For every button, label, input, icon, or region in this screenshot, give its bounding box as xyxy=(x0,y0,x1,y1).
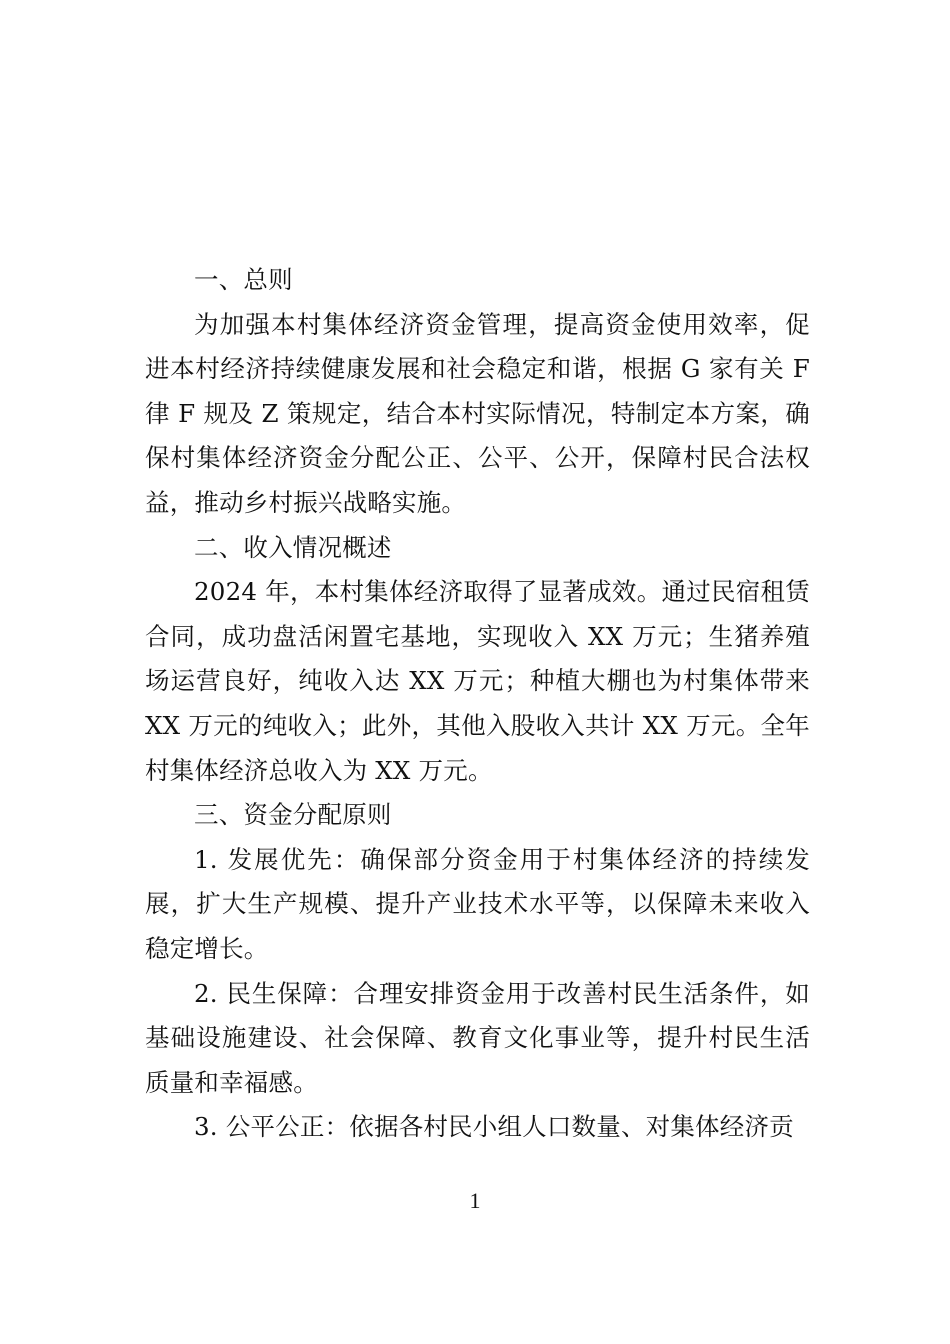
paragraph-income-overview: 2024 年，本村集体经济取得了显著成效。通过民宿租赁合同，成功盘活闲置宅基地，实现收入 XX 万元；生猪养殖场运营良好，纯收入达 XX 万元；种植大棚也为村集体带来 XX 万元的纯收入；此外，其他入股收入共计 XX 万元。全年村集体经济总收入为 XX 万元。 xyxy=(145,577,810,785)
paragraph-general-purpose: 为加强本村集体经济资金管理，提高资金使用效率，促进本村经济持续健康发展和社会稳定和谐，根据 G 家有关 F 律 F 规及 Z 策规定，结合本村实际情况，特制定本方案，确保村集体经济资金分配公正、公平、公开，保障村民合法权益，推动乡村振兴战略实施。 xyxy=(145,309,810,517)
document-body xyxy=(145,258,810,1150)
section-heading-general: 一、总则 xyxy=(194,265,293,294)
section-heading-income-overview: 二、收入情况概述 xyxy=(194,532,392,562)
paragraph-principle-livelihood: 2. 民生保障：合理安排资金用于改善村民生活条件，如基础设施建设、社会保障、教育文化事业等，提升村民生活质量和幸福感。 xyxy=(145,978,810,1097)
paragraph-principle-fairness: 3. 公平公正：依据各村民小组人口数量、对集体经济贡 xyxy=(194,1112,794,1142)
page-number: 1 xyxy=(469,1188,481,1213)
section-heading-allocation-principles: 三、资金分配原则 xyxy=(194,800,392,830)
paragraph-principle-development: 1. 发展优先：确保部分资金用于村集体经济的持续发展，扩大生产规模、提升产业技术水平等，以保障未来收入稳定增长。 xyxy=(145,844,810,963)
